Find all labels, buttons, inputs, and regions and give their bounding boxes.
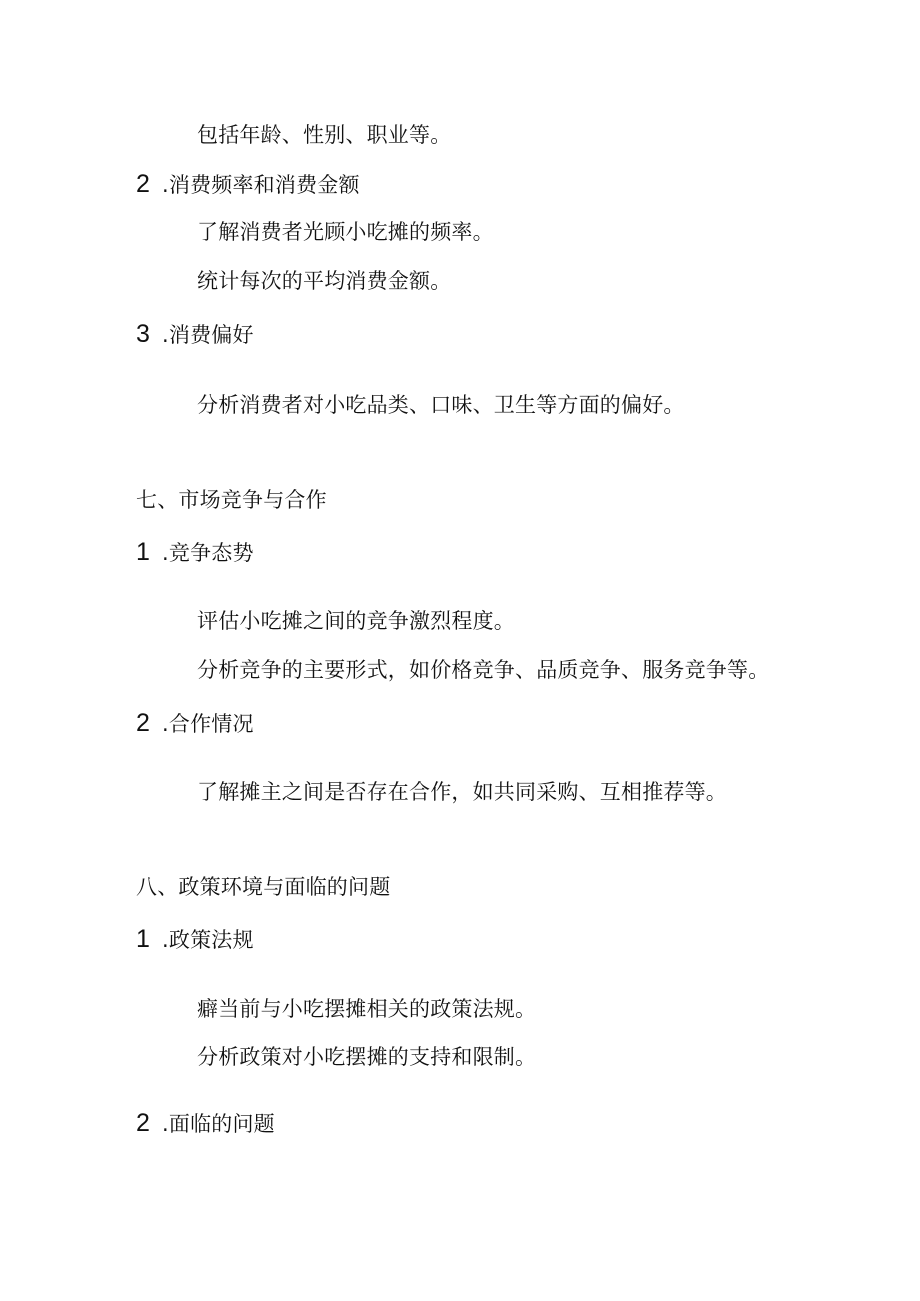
paragraph: 评估小吃摊之间的竞争激烈程度。 (197, 609, 515, 633)
item-number: 2 (136, 709, 151, 737)
item-number: 2 (136, 1109, 151, 1137)
paragraph: 分析政策对小吃摆摊的支持和限制。 (197, 1045, 537, 1069)
paragraph: 统计每次的平均消费金额。 (197, 269, 452, 293)
paragraph: 了解摊主之间是否存在合作，如共同采购、互相推荐等。 (197, 780, 727, 804)
item-title: .面临的问题 (162, 1112, 275, 1136)
paragraph: 癖当前与小吃摆摊相关的政策法规。 (197, 997, 537, 1021)
item-title: .竞争态势 (162, 541, 254, 565)
item-number: 1 (136, 538, 151, 566)
item-number: 3 (136, 320, 151, 348)
paragraph: 分析竞争的主要形式，如价格竞争、品质竞争、服务竞争等。 (197, 658, 770, 682)
item-title: .政策法规 (162, 928, 254, 952)
item-heading-cooperation (136, 709, 254, 738)
paragraph: 了解消费者光顾小吃摊的频率。 (197, 220, 494, 244)
section-heading-competition: 七、市场竞争与合作 (136, 488, 327, 512)
item-title: .消费偏好 (162, 323, 254, 347)
item-heading-consumption-preference (136, 320, 254, 349)
intro-text: 包括年龄、性别、职业等。 (197, 123, 452, 147)
item-heading-competition-situation (136, 538, 254, 567)
item-title: .合作情况 (162, 712, 254, 736)
item-number: 1 (136, 925, 151, 953)
item-title: .消费频率和消费金额 (162, 173, 360, 197)
item-heading-policy-regulations (136, 925, 254, 954)
item-number: 2 (136, 170, 151, 198)
item-heading-problems (136, 1109, 275, 1138)
section-heading-policy: 八、政策环境与面临的问题 (136, 875, 391, 899)
item-heading-consumption-frequency (136, 170, 360, 199)
paragraph: 分析消费者对小吃品类、口味、卫生等方面的偏好。 (197, 393, 685, 417)
